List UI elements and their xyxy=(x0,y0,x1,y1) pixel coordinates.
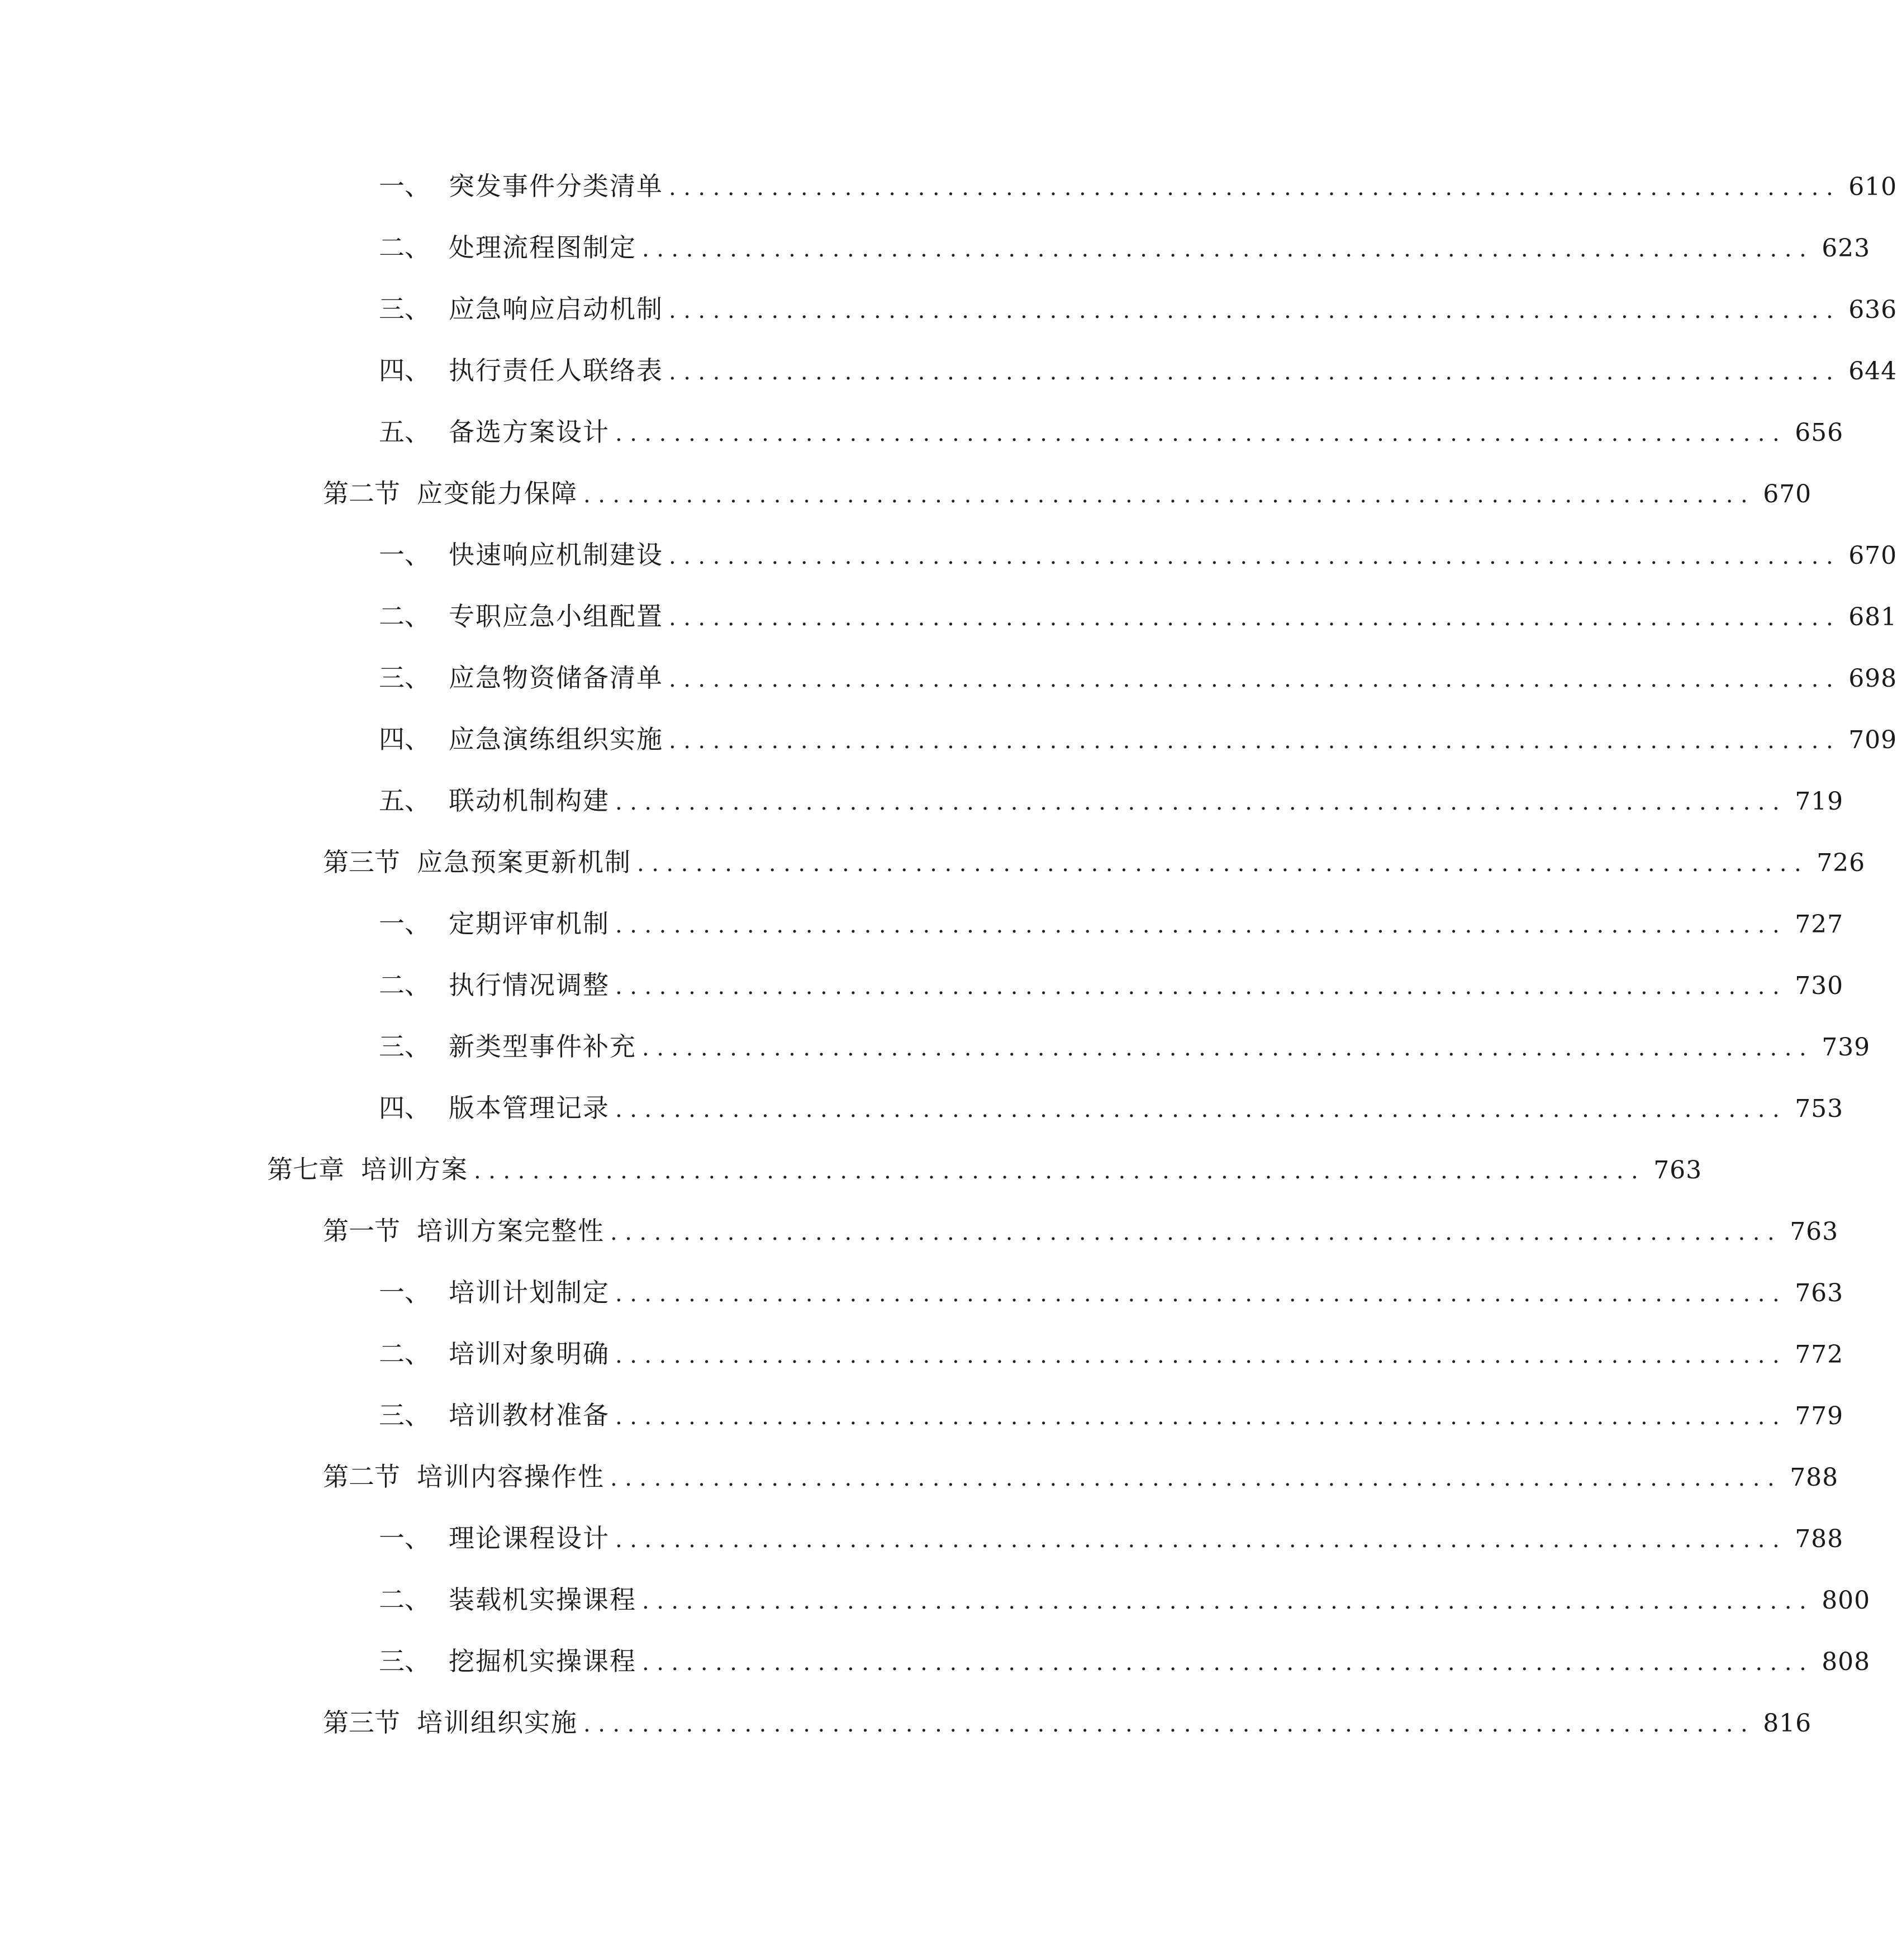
toc-entry[interactable] xyxy=(379,1331,1844,1376)
toc-entry[interactable] xyxy=(379,1086,1844,1130)
toc-entry-title: 培训组织实施 xyxy=(417,1707,578,1738)
toc-entry-page: 670 xyxy=(1848,541,1897,570)
toc-entry-page: 753 xyxy=(1795,1095,1844,1123)
toc-entry-page: 698 xyxy=(1848,664,1897,693)
toc-entry-page: 788 xyxy=(1795,1525,1844,1553)
toc-entry[interactable] xyxy=(379,287,1897,331)
toc-dot-leader: ................................................................................ xyxy=(642,1650,1814,1676)
toc-entry[interactable] xyxy=(379,778,1844,823)
toc-entry-title: 执行责任人联络表 xyxy=(449,355,663,386)
toc-entry[interactable] xyxy=(379,164,1897,208)
toc-entry-number: 五、 xyxy=(379,417,430,447)
toc-entry-number: 四、 xyxy=(379,355,430,386)
toc-dot-leader: ................................................................................ xyxy=(642,236,1814,262)
toc-entry-number: 第七章 xyxy=(267,1154,344,1184)
toc-entry-title: 快速响应机制建设 xyxy=(449,540,663,570)
toc-entry-title: 执行情况调整 xyxy=(449,970,610,1000)
toc-entry-title: 新类型事件补充 xyxy=(449,1031,636,1062)
toc-entry-number: 二、 xyxy=(379,1339,430,1369)
toc-entry-number: 第三节 xyxy=(323,847,400,877)
toc-entry-number: 三、 xyxy=(379,294,430,324)
toc-entry[interactable] xyxy=(379,1639,1871,1683)
toc-entry-page: 763 xyxy=(1790,1217,1839,1246)
toc-entry-number: 二、 xyxy=(379,232,430,263)
toc-dot-leader: ................................................................................ xyxy=(615,1097,1787,1122)
toc-entry[interactable] xyxy=(267,1147,1703,1192)
toc-entry-page: 644 xyxy=(1848,357,1897,386)
toc-entry[interactable] xyxy=(379,1577,1871,1622)
toc-entry-number: 第二节 xyxy=(323,1462,400,1492)
toc-entry-page: 772 xyxy=(1795,1340,1844,1369)
toc-entry-page: 788 xyxy=(1790,1463,1839,1492)
toc-entry-title: 培训计划制定 xyxy=(449,1277,610,1307)
toc-entry-page: 709 xyxy=(1848,726,1897,754)
toc-dot-leader: ................................................................................ xyxy=(637,851,1809,877)
toc-entry-number: 二、 xyxy=(379,601,430,631)
toc-dot-leader: ................................................................................ xyxy=(474,1158,1646,1184)
toc-dot-leader: ................................................................................ xyxy=(615,1343,1787,1368)
toc-entry-number: 四、 xyxy=(379,1093,430,1123)
toc-dot-leader: ................................................................................ xyxy=(669,667,1841,692)
toc-entry-title: 应变能力保障 xyxy=(417,478,578,508)
toc-entry-page: 808 xyxy=(1822,1648,1871,1676)
toc-entry-page: 763 xyxy=(1653,1156,1703,1184)
toc-entry[interactable] xyxy=(379,348,1897,393)
toc-entry-number: 二、 xyxy=(379,1585,430,1615)
toc-dot-leader: ................................................................................ xyxy=(669,359,1841,385)
toc-entry-number: 第三节 xyxy=(323,1707,400,1738)
toc-entry-page: 779 xyxy=(1795,1402,1844,1430)
toc-entry-title: 应急响应启动机制 xyxy=(449,294,663,324)
toc-entry-title: 备选方案设计 xyxy=(449,417,610,447)
toc-entry[interactable] xyxy=(379,717,1897,762)
toc-entry[interactable] xyxy=(379,1516,1844,1561)
toc-entry-title: 应急预案更新机制 xyxy=(417,847,631,877)
toc-entry-page: 670 xyxy=(1763,480,1812,508)
toc-entry[interactable] xyxy=(323,1700,1812,1745)
toc-entry-page: 727 xyxy=(1795,910,1844,939)
toc-dot-leader: ................................................................................ xyxy=(615,1404,1787,1430)
toc-entry-page: 800 xyxy=(1822,1586,1871,1615)
toc-entry-number: 一、 xyxy=(379,171,430,201)
toc-entry-number: 四、 xyxy=(379,724,430,754)
toc-dot-leader: ................................................................................ xyxy=(669,298,1841,324)
toc-entry-page: 719 xyxy=(1795,787,1844,816)
toc-entry-number: 一、 xyxy=(379,1277,430,1307)
toc-entry[interactable] xyxy=(379,410,1844,454)
toc-entry[interactable] xyxy=(323,840,1866,884)
toc-dot-leader: ................................................................................ xyxy=(669,605,1841,631)
toc-entry-page: 623 xyxy=(1822,234,1871,263)
toc-entry[interactable] xyxy=(379,225,1871,270)
toc-entry[interactable] xyxy=(323,1454,1839,1499)
toc-entry-number: 一、 xyxy=(379,540,430,570)
toc-entry[interactable] xyxy=(379,655,1897,700)
toc-entry-number: 三、 xyxy=(379,1400,430,1430)
toc-entry-number: 三、 xyxy=(379,1646,430,1676)
toc-entry-number: 二、 xyxy=(379,970,430,1000)
toc-entry-page: 730 xyxy=(1795,972,1844,1000)
toc-entry[interactable] xyxy=(379,532,1897,577)
toc-entry-title: 培训方案完整性 xyxy=(417,1216,605,1246)
toc-entry-number: 五、 xyxy=(379,786,430,816)
toc-dot-leader: ................................................................................ xyxy=(610,1220,1782,1245)
toc-entry[interactable] xyxy=(379,1024,1871,1069)
toc-dot-leader: ................................................................................ xyxy=(615,789,1787,815)
toc-entry-page: 656 xyxy=(1795,418,1844,447)
toc-entry-number: 三、 xyxy=(379,1031,430,1062)
toc-entry-title: 理论课程设计 xyxy=(449,1523,610,1553)
toc-entry[interactable] xyxy=(379,963,1844,1007)
toc-entry-page: 763 xyxy=(1795,1279,1844,1307)
toc-entry-page: 681 xyxy=(1848,603,1897,631)
toc-dot-leader: ................................................................................ xyxy=(642,1035,1814,1061)
toc-entry[interactable] xyxy=(323,471,1812,516)
toc-dot-leader: ................................................................................ xyxy=(642,1588,1814,1614)
toc-entry-title: 应急演练组织实施 xyxy=(449,724,663,754)
toc-entry-title: 培训教材准备 xyxy=(449,1400,610,1430)
toc-dot-leader: ................................................................................ xyxy=(669,175,1841,201)
toc-entry-title: 定期评审机制 xyxy=(449,908,610,939)
toc-entry-page: 726 xyxy=(1817,849,1866,877)
toc-entry-title: 培训内容操作性 xyxy=(417,1462,605,1492)
toc-entry-title: 联动机制构建 xyxy=(449,786,610,816)
toc-entry-page: 816 xyxy=(1763,1709,1812,1738)
toc-dot-leader: ................................................................................ xyxy=(615,1527,1787,1553)
toc-entry-title: 版本管理记录 xyxy=(449,1093,610,1123)
toc-entry-title: 挖掘机实操课程 xyxy=(449,1646,636,1676)
toc-entry[interactable] xyxy=(379,594,1897,639)
toc-entry-title: 应急物资储备清单 xyxy=(449,663,663,693)
toc-dot-leader: ................................................................................ xyxy=(615,1281,1787,1307)
toc-entry-number: 一、 xyxy=(379,1523,430,1553)
toc-entry[interactable] xyxy=(323,1209,1839,1253)
toc-dot-leader: ................................................................................ xyxy=(615,421,1787,446)
toc-entry-page: 636 xyxy=(1848,296,1897,324)
toc-entry-title: 装载机实操课程 xyxy=(449,1585,636,1615)
toc-dot-leader: ................................................................................ xyxy=(615,974,1787,1000)
toc-dot-leader: ................................................................................ xyxy=(669,544,1841,569)
toc-entry-title: 培训方案 xyxy=(361,1154,468,1184)
toc-entry-page: 739 xyxy=(1822,1033,1871,1062)
toc-entry-number: 第二节 xyxy=(323,478,400,508)
toc-entry-title: 处理流程图制定 xyxy=(449,232,636,263)
toc-dot-leader: ................................................................................ xyxy=(669,728,1841,754)
toc-entry-title: 培训对象明确 xyxy=(449,1339,610,1369)
toc-dot-leader: ................................................................................ xyxy=(610,1466,1782,1491)
toc-entry[interactable] xyxy=(379,901,1844,946)
toc-entry-title: 突发事件分类清单 xyxy=(449,171,663,201)
toc-entry[interactable] xyxy=(379,1270,1844,1315)
toc-entry-title: 专职应急小组配置 xyxy=(449,601,663,631)
toc-entry[interactable] xyxy=(379,1393,1844,1438)
toc-entry-number: 三、 xyxy=(379,663,430,693)
toc-entry-number: 一、 xyxy=(379,908,430,939)
toc-entry-number: 第一节 xyxy=(323,1216,400,1246)
toc-entry-page: 610 xyxy=(1848,173,1897,201)
toc-dot-leader: ................................................................................ xyxy=(615,912,1787,938)
toc-dot-leader: ................................................................................ xyxy=(583,482,1756,508)
toc-dot-leader: ................................................................................ xyxy=(583,1711,1756,1737)
